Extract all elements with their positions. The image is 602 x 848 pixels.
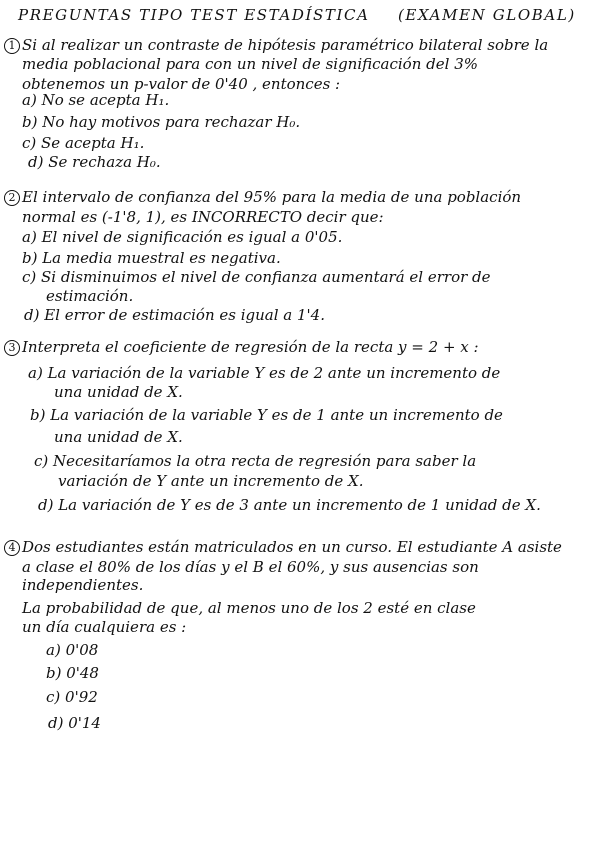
option-b: b) La media muestral es negativa.: [22, 249, 281, 267]
question-stem-line: La probabilidad de que, al menos uno de los 2 esté en clase: [22, 599, 476, 617]
option-b-cont: una unidad de X.: [54, 428, 183, 446]
question-number: 1: [4, 38, 20, 54]
question-stem-line: media poblacional para con un nivel de significación del 3%: [22, 55, 478, 73]
question-stem-line: obtenemos un p-valor de 0'40 , entonces :: [22, 75, 341, 93]
option-a: a) No se acepta H₁.: [22, 91, 170, 109]
question-stem-line: un día cualquiera es :: [22, 618, 187, 636]
question-stem-line: 3 Interpreta el coeficiente de regresión de la recta y = 2 + x :: [4, 340, 479, 356]
question-stem-line: 2 El intervalo de confianza del 95% para la media de una población: [4, 190, 521, 206]
option-a: a) El nivel de significación es igual a 0'05.: [22, 228, 343, 246]
option-b: b) 0'48: [46, 664, 99, 682]
option-a-cont: una unidad de X.: [54, 383, 183, 401]
question-number: 4: [4, 540, 20, 556]
question-number: 3: [4, 340, 20, 356]
option-c: c) 0'92: [46, 688, 98, 706]
option-c: c) Se acepta H₁.: [22, 134, 145, 152]
option-c: c) Si disminuimos el nivel de confianza aumentará el error de: [22, 268, 491, 286]
option-a: a) La variación de la variable Y es de 2 ante un incremento de: [28, 364, 501, 382]
option-b: b) La variación de la variable Y es de 1 ante un incremento de: [30, 406, 503, 424]
question-stem-line: normal es (-1'8, 1), es INCORRECTO decir que:: [22, 208, 384, 226]
option-d: d) El error de estimación es igual a 1'4.: [24, 306, 325, 324]
option-c-cont: estimación.: [46, 287, 134, 305]
option-d: d) La variación de Y es de 3 ante un incremento de 1 unidad de X.: [38, 496, 541, 514]
question-number: 2: [4, 190, 20, 206]
exam-title-text: PREGUNTAS TIPO TEST ESTADÍSTICA: [18, 6, 370, 24]
question-stem-line: 1 Si al realizar un contraste de hipótesis paramétrico bilateral sobre la: [4, 38, 548, 54]
option-c-cont: variación de Y ante un incremento de X.: [58, 472, 364, 490]
option-d: d) 0'14: [48, 714, 101, 732]
option-a: a) 0'08: [46, 641, 99, 659]
option-d: d) Se rechaza H₀.: [28, 153, 161, 171]
question-stem-line: independientes.: [22, 576, 144, 594]
exam-subtitle: (EXAMEN GLOBAL): [397, 6, 576, 24]
question-stem-line: 4 Dos estudiantes están matriculados en un curso. El estudiante A asiste: [4, 540, 562, 556]
exam-title: [18, 8, 576, 23]
option-c: c) Necesitaríamos la otra recta de regresión para saber la: [34, 452, 477, 470]
option-b: b) No hay motivos para rechazar H₀.: [22, 113, 301, 131]
question-stem-line: a clase el 80% de los días y el B el 60%, y sus ausencias son: [22, 558, 479, 576]
